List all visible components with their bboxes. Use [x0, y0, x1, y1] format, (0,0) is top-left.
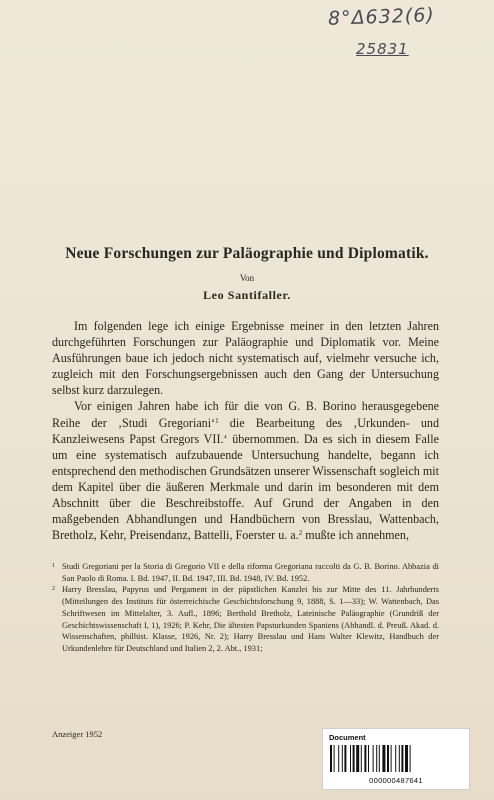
footnote-ref-2: 2	[298, 529, 303, 538]
author-name: Leo Santifaller.	[203, 288, 291, 302]
paragraph-2	[52, 398, 439, 543]
journal-footer: Anzeiger 1952	[52, 729, 103, 739]
article-body	[52, 318, 439, 543]
footnote-marker: 2	[52, 586, 55, 593]
footnote-1	[52, 561, 439, 584]
footnote-marker: 1	[52, 563, 55, 569]
footnote-2	[52, 584, 439, 654]
accession-number-annotation: 25831	[356, 40, 409, 58]
paragraph-2-part-1: Vor einigen Jahren habe ich für die von G. B. Borino herausgegebene Reihe der ‚Studi Gregoriani‘	[52, 399, 439, 430]
footnote-text: Harry Bresslau, Papyrus und Pergament in der päpstlichen Kanzlei bis zur Mitte des 11. Jahrhunderts (Mitteilungen des Instituts für österreichische Geschichtsforschung 9, 1888, S. 1—33); W. Wattenbach, Das Schriftwesen im Mittelalter, 3. Aufl., 1896; Berthold Bretholz, Lateinische Paläographie (Grundriß der Geschichtswissenschaft I, 1), 1926; P. Kehr, Die ältesten Papsturkunden Spaniens (Abhandl. d. Preuß. Akad. d. Wissenschaften, philhist. Klasse, 1926, Nr. 2); Harry Bresslau und Hans Walter Klewitz, Handbuch der Urkundenlehre für Deutschland und Italien 2, 2. Abt., 1931;	[62, 585, 439, 653]
barcode-number: 000000487641	[369, 776, 423, 785]
library-label	[322, 728, 470, 790]
shelfmark-annotation: 8°Δ632(6)	[327, 4, 436, 30]
barcode-icon	[328, 745, 464, 772]
footnote-text: Studi Gregoriani per la Storia di Gregorio VII e della riforma Gregoriana raccolti da G. B. Borino. Abbazia di San Paolo di Roma. I. Bd. 1947, II. Bd. 1947, III. Bd. 1948, IV. Bd. 1952.	[62, 562, 439, 583]
article-title: Neue Forschungen zur Paläographie und Diplomatik.	[65, 245, 429, 262]
footnotes	[52, 561, 439, 655]
footnote-ref-1: 1	[215, 416, 219, 425]
label-title: Document	[329, 733, 366, 742]
paragraph-2-part-3: mußte ich annehmen,	[302, 528, 409, 543]
paragraph-1: Im folgenden lege ich einige Ergebnisse meiner in den letzten Jahren durchgeführten Forschungen zur Paläographie und Diplomatik vor. Meine Ausführungen baue ich jedoch nicht systematisch auf, vielmehr versuche ich, zugleich mit den Forschungsergebnissen auch den Gang der Untersuchung selbst kurz darzulegen.	[52, 319, 439, 398]
byline-prefix: Von	[239, 273, 255, 283]
paragraph-2-part-2: die Bearbeitung des ‚Urkunden- und Kanzleiwesens Papst Gregors VII.‘ übernommen. Da es sich in diesem Falle um eine systematisch aufzubauende Untersuchung handelte, begann ich entsprechend den methodischen Grundsätzen unserer Wissenschaft sogleich mit dem Kapitel über die äußeren Merkmale und darin im besonderen mit dem Abschnitt über die Beschreibstoffe. Auf Grund der Angaben in den maßgebenden Abhandlungen und Handbüchern von Bresslau, Wattenbach, Bretholz, Kehr, Preisendanz, Battelli, Foerster u. a.	[52, 415, 439, 543]
